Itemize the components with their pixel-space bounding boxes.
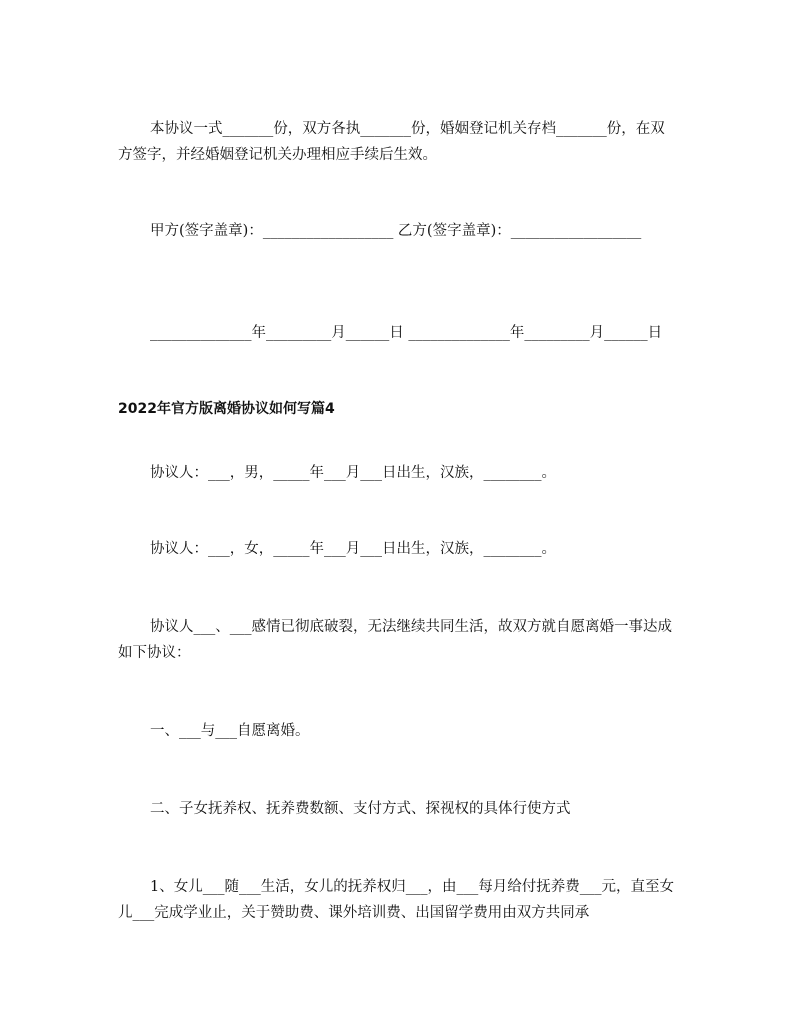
paragraph-party-female: 协议人：___，女，_____年___月___日出生，汉族，________。 [150,541,556,557]
paragraph-clause-two-item-one: 1、女儿___随___生活，女儿的抚养权归___，由___每月给付抚养费___元，直至女儿___完成学业止，关于赞助费、课外培训费、出国留学费用由双方共同承 [118,879,674,921]
section-heading: 2022年官方版离婚协议如何写篇4 [118,401,335,417]
paragraph-signatures: 甲方(签字盖章)：__________________ 乙方(签字盖章)：__________________ [150,223,642,239]
paragraph-agreement-intro: 协议人___、___感情已彻底破裂，无法继续共同生活，故双方就自愿离婚一事达成如下协议： [118,619,672,661]
paragraph-copies-clause: 本协议一式_______份，双方各执_______份，婚姻登记机关存档_______份，在双方签字，并经婚姻登记机关办理相应手续后生效。 [118,121,665,163]
paragraph-dates: ______________年_________月______日 ______________年_________月______日 [150,325,663,341]
paragraph-clause-two: 二、子女抚养权、抚养费数额、支付方式、探视权的具体行使方式 [150,801,571,817]
paragraph-party-male: 协议人：___，男，_____年___月___日出生，汉族，________。 [150,465,556,481]
paragraph-clause-one: 一、___与___自愿离婚。 [150,723,310,739]
